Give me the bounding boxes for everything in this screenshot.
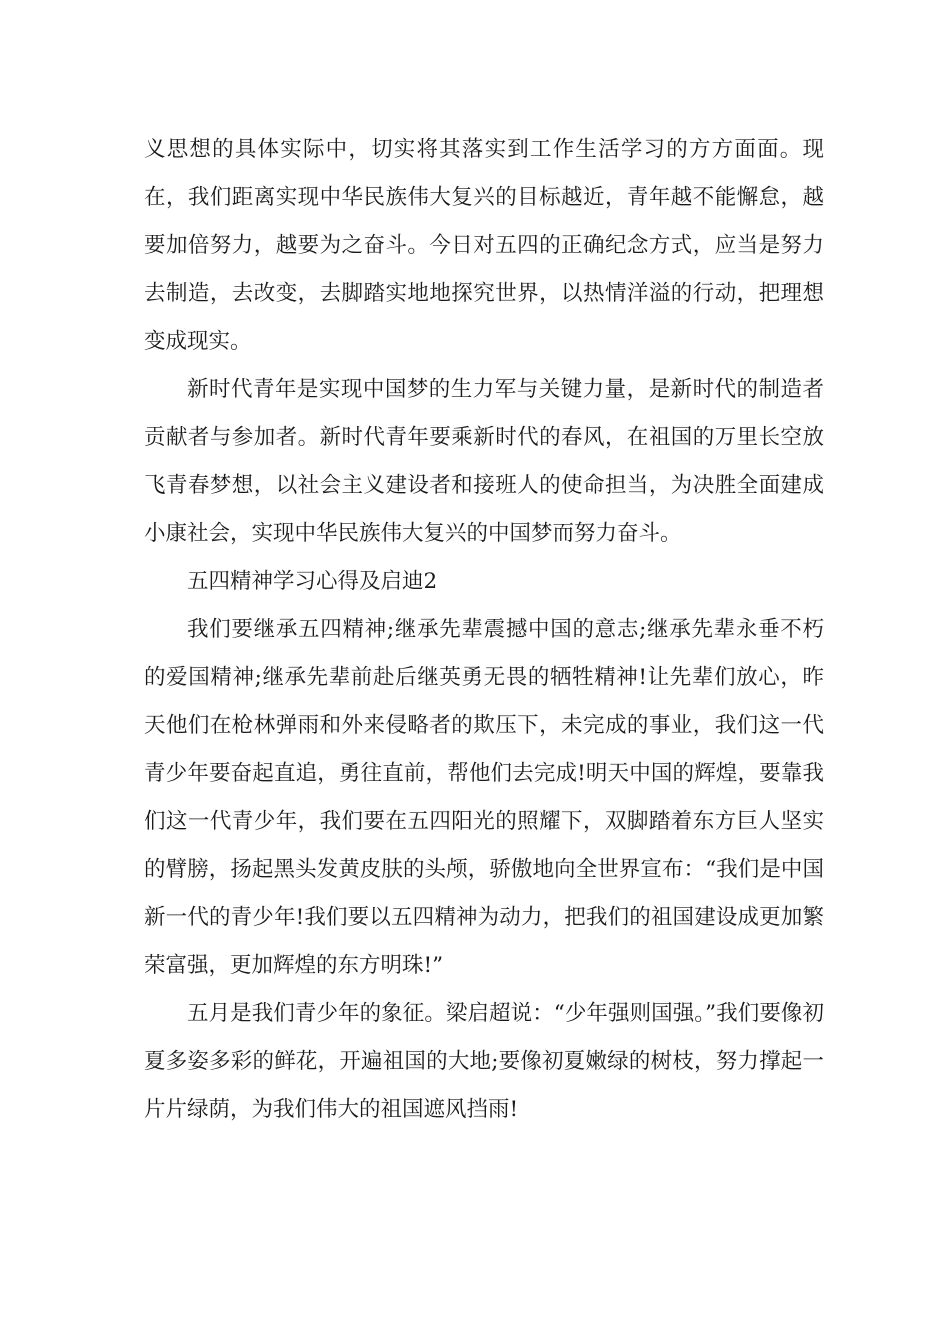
paragraph-may-youth: 五月是我们青少年的象征。梁启超说：“少年强则国强。”我们要像初夏多姿多彩的鲜花，开遍祖国的大地;要像初夏嫩绿的树枝，努力撑起一片片绿荫，为我们伟大的祖国遮风挡雨! bbox=[144, 1001, 824, 1122]
section-heading: 五四精神学习心得及启迪2 bbox=[187, 569, 438, 594]
document-body bbox=[144, 126, 824, 1134]
paragraph-continuation: 义思想的具体实际中，切实将其落实到工作生活学习的方方面面。现在，我们距离实现中华民族伟大复兴的目标越近，青年越不能懈怠，越要加倍努力，越要为之奋斗。今日对五四的正确纪念方式，应当是努力去制造，去改变，去脚踏实地地探究世界，以热情洋溢的行动，把理想变成现实。 bbox=[144, 137, 824, 354]
paragraph-inherit-spirit: 我们要继承五四精神;继承先辈震撼中国的意志;继承先辈永垂不朽的爱国精神;继承先辈前赴后继英勇无畏的牺牲精神!让先辈们放心，昨天他们在枪林弹雨和外来侵略者的欺压下，未完成的事业，我们这一代青少年要奋起直追，勇往直前，帮他们去完成!明天中国的辉煌，要靠我们这一代青少年，我们要在五四阳光的照耀下，双脚踏着东方巨人坚实的臂膀，扬起黑头发黄皮肤的头颅，骄傲地向全世界宣布：“我们是中国新一代的青少年!我们要以五四精神为动力，把我们的祖国建设成更加繁荣富强，更加辉煌的东方明珠!” bbox=[144, 617, 824, 978]
paragraph-new-era-youth: 新时代青年是实现中国梦的生力军与关键力量，是新时代的制造者贡献者与参加者。新时代青年要乘新时代的春风，在祖国的万里长空放飞青春梦想，以社会主义建设者和接班人的使命担当，为决胜全面建成小康社会，实现中华民族伟大复兴的中国梦而努力奋斗。 bbox=[144, 377, 824, 546]
